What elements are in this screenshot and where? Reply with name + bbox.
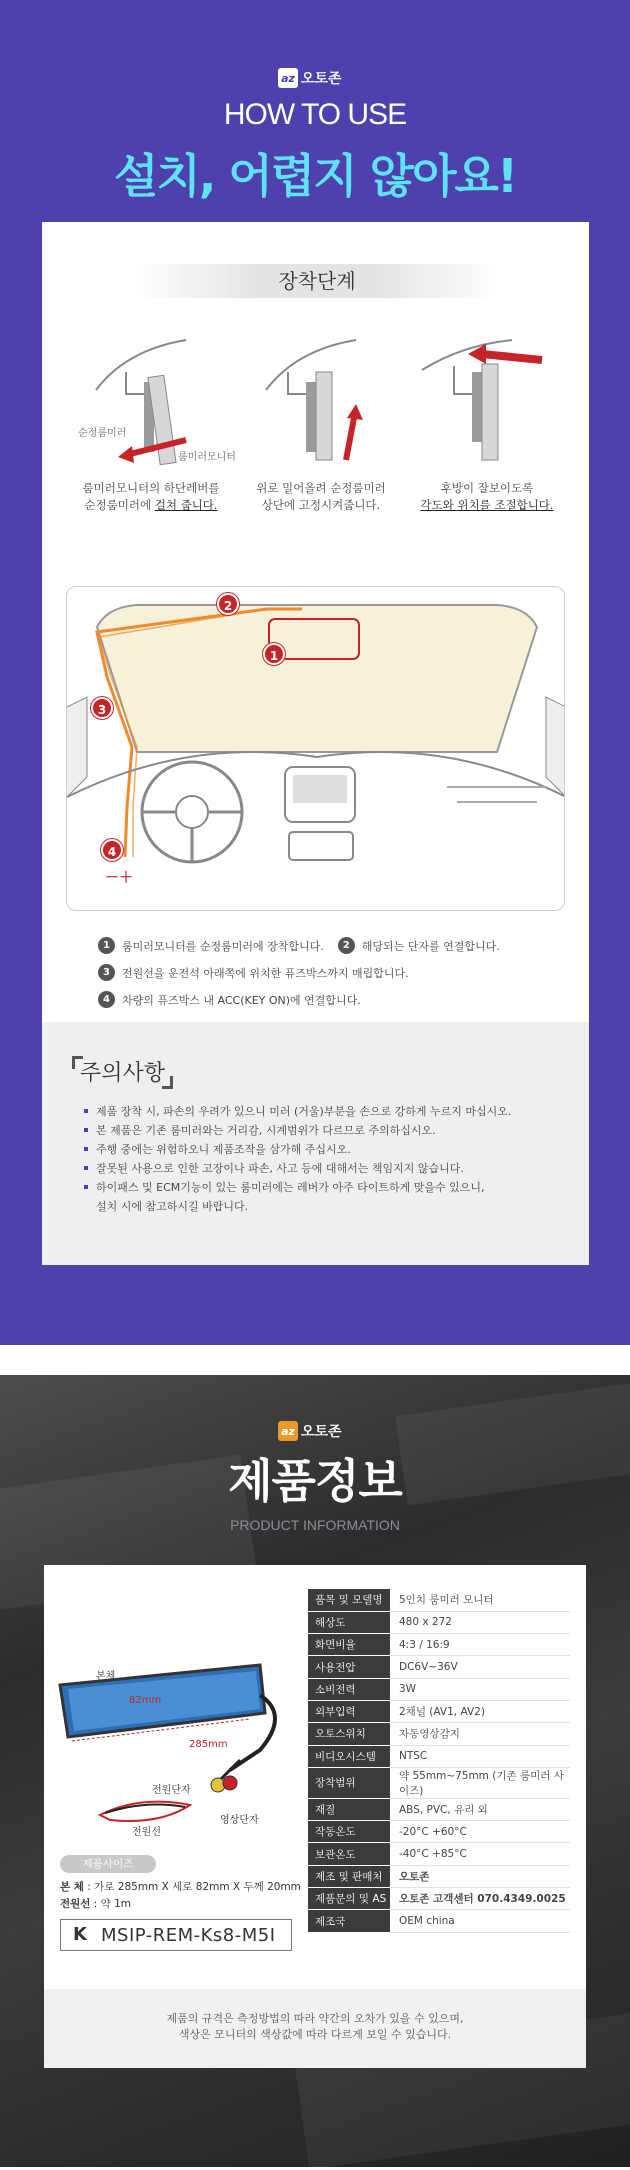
spec-row (308, 1634, 570, 1656)
spec-row (308, 1745, 570, 1767)
spec-value: DC6V~36V (390, 1656, 570, 1678)
car-interior-illustration (67, 587, 565, 911)
spec-value: NTSC (390, 1745, 570, 1767)
product-sizes: 본 체 : 가로 285mm X 세로 82mm X 두께 20mm 전원선 : 약 1m (60, 1881, 301, 1910)
spec-row (308, 1678, 570, 1700)
note-text: 해당되는 단자를 연결합니다. (361, 939, 500, 953)
spec-value: 2채널 (AV1, AV2) (390, 1700, 570, 1722)
spec-key: 제조국 (308, 1910, 390, 1932)
steps-title: 장착단계 (132, 264, 502, 298)
spec-key: 제품문의 및 AS (308, 1888, 390, 1910)
caution-item-continued: 설치 시에 참고하시길 바랍니다. (96, 1200, 249, 1213)
spec-value: 약 55mm~75mm (기존 룸미러 사이즈) (390, 1767, 570, 1798)
sizes-tag: 제품사이즈 (60, 1855, 156, 1873)
spec-row (308, 1700, 570, 1722)
label-power-terminal: 전원단자 (152, 1785, 191, 1796)
spec-value: -20°C +60°C (390, 1821, 570, 1843)
spec-key: 사용전압 (308, 1656, 390, 1678)
step-1-caption: 룸미러모니터의 하단레버를 순정룸미러에 걸쳐 줍니다. (82, 481, 220, 512)
label-original-mirror: 순정룸미러 (78, 428, 127, 439)
label-height: 82mm (129, 1695, 162, 1706)
brand-name: 오토존 (301, 1424, 342, 1440)
caution-item: 제품 장착 시, 파손의 우려가 있으니 미러 (거울)부분을 손으로 강하게 누르지 마십시오. (84, 1102, 564, 1121)
spec-key: 비디오시스템 (308, 1745, 390, 1767)
caution-item: 본 제품은 기존 룸미러와는 거리감, 시계범위가 다르므로 주의하십시오. (84, 1121, 564, 1140)
label-room-monitor: 룸미러모니터 (178, 452, 236, 463)
spec-value: -40°C +85°C (390, 1843, 570, 1865)
spec-value: 5인치 룸미러 모니터 (390, 1589, 570, 1611)
caution-item: 잘못된 사용으로 인한 고장이나 파손, 사고 등에 대해서는 책임지지 않습니다. (84, 1159, 564, 1178)
note-number: 1 (98, 937, 115, 954)
label-power-cable: 전원선 (132, 1827, 161, 1838)
spec-key: 품목 및 모델명 (308, 1589, 390, 1611)
step-3-caption: 후방이 잘보이도록 각도와 위치를 조절합니다. (420, 481, 554, 512)
caution-list (84, 1102, 564, 1216)
product-info-section (0, 1375, 630, 2167)
spec-key: 오토스위치 (308, 1723, 390, 1745)
diagram-badge-1: 1 (263, 643, 285, 665)
note-number: 3 (98, 964, 115, 981)
spec-value: 3W (390, 1678, 570, 1700)
how-to-use-eyebrow: HOW TO USE (223, 98, 407, 131)
car-interior-diagram (66, 586, 565, 911)
spec-key: 제조 및 판매처 (308, 1865, 390, 1887)
step-3-illustration (402, 310, 572, 480)
kc-code: MSIP-REM-Ks8-M5I (101, 1924, 276, 1946)
spec-table (308, 1589, 570, 1933)
caution-box (42, 1022, 589, 1265)
label-body: 본체 (96, 1671, 116, 1682)
brand-logo (278, 68, 342, 88)
step-2-caption: 위로 밀어올려 순정룸미러 상단에 고정시켜줍니다. (256, 481, 386, 512)
install-step-1 (66, 310, 236, 530)
spec-value: 자동영상감지 (390, 1723, 570, 1745)
spec-row (308, 1888, 570, 1910)
spec-row (308, 1656, 570, 1678)
install-step-2 (236, 310, 406, 530)
spec-value: 오토존 (390, 1865, 570, 1887)
install-note-row-3 (98, 986, 568, 1013)
install-note-row-2 (98, 959, 568, 986)
spec-key: 보관온도 (308, 1843, 390, 1865)
spec-row (308, 1611, 570, 1633)
product-spec-card (44, 1565, 586, 1989)
label-width: 285mm (189, 1739, 228, 1750)
diagram-badge-2: 2 (217, 593, 239, 615)
spec-row (308, 1910, 570, 1932)
note-number: 4 (98, 991, 115, 1008)
spec-row (308, 1798, 570, 1820)
kc-certification (60, 1919, 292, 1951)
caution-item: 하이패스 및 ECM기능이 있는 룸미러에는 레버가 아주 타이트하게 맞을수 있으니, (84, 1178, 564, 1197)
product-info-subtitle: PRODUCT INFORMATION (230, 1517, 400, 1533)
spec-key: 재질 (308, 1798, 390, 1820)
spec-row (308, 1821, 570, 1843)
note-text: 차량의 퓨즈박스 내 ACC(KEY ON)에 연결합니다. (122, 993, 361, 1007)
product-illustration (50, 1655, 300, 1845)
spec-key: 화면비율 (308, 1634, 390, 1656)
note-text: 전원선을 운전석 아래쪽에 위치한 퓨즈박스까지 매립합니다. (122, 966, 409, 980)
spec-row (308, 1589, 570, 1611)
install-notes (98, 932, 568, 1013)
spec-value: 480 x 272 (390, 1611, 570, 1633)
install-guide-card (42, 222, 589, 1265)
how-to-use-headline: 설치, 어렵지 않아요! (114, 149, 516, 203)
diagram-badge-3: 3 (91, 697, 113, 719)
install-step-3 (402, 310, 572, 530)
step-2-illustration (236, 310, 406, 480)
product-footnote: 제품의 규격은 측정방법의 따라 약간의 오차가 있을 수 있으며, 색상은 모니터의 색상값에 따라 다르게 보일 수 있습니다. (44, 1989, 586, 2068)
note-text: 룸미러모니터를 순정룸미러에 장착합니다. (122, 939, 324, 953)
product-info-headline: 제품정보 (228, 1454, 402, 1508)
spec-value: 4:3 / 16:9 (390, 1634, 570, 1656)
caution-title: 주의사항 (72, 1056, 173, 1087)
spec-value: 오토존 고객센터 070.4349.0025 (390, 1888, 570, 1910)
spec-value: ABS, PVC, 유리 외 (390, 1798, 570, 1820)
spec-value: OEM china (390, 1910, 570, 1932)
brand-mark-icon: az (278, 1421, 298, 1441)
spec-key: 작동온도 (308, 1821, 390, 1843)
note-number: 2 (338, 937, 355, 954)
brand-logo-dark (278, 1421, 342, 1441)
spec-row (308, 1767, 570, 1798)
spec-row (308, 1865, 570, 1887)
brand-mark-icon: az (278, 68, 298, 88)
spec-row (308, 1723, 570, 1745)
spec-key: 장착범위 (308, 1767, 390, 1798)
caution-item: 주행 중에는 위험하오니 제품조작을 삼가해 주십시오. (84, 1140, 564, 1159)
spec-row (308, 1843, 570, 1865)
spec-key: 소비전력 (308, 1678, 390, 1700)
kc-mark-icon: K (73, 1924, 87, 1945)
brand-name: 오토존 (301, 70, 342, 86)
spec-key: 해상도 (308, 1611, 390, 1633)
spec-key: 외부입력 (308, 1700, 390, 1722)
install-note-row-1 (98, 932, 568, 959)
label-video-terminal: 영상단자 (220, 1815, 259, 1826)
polarity-label: －＋ (105, 870, 133, 886)
diagram-badge-4: 4 (101, 839, 123, 861)
